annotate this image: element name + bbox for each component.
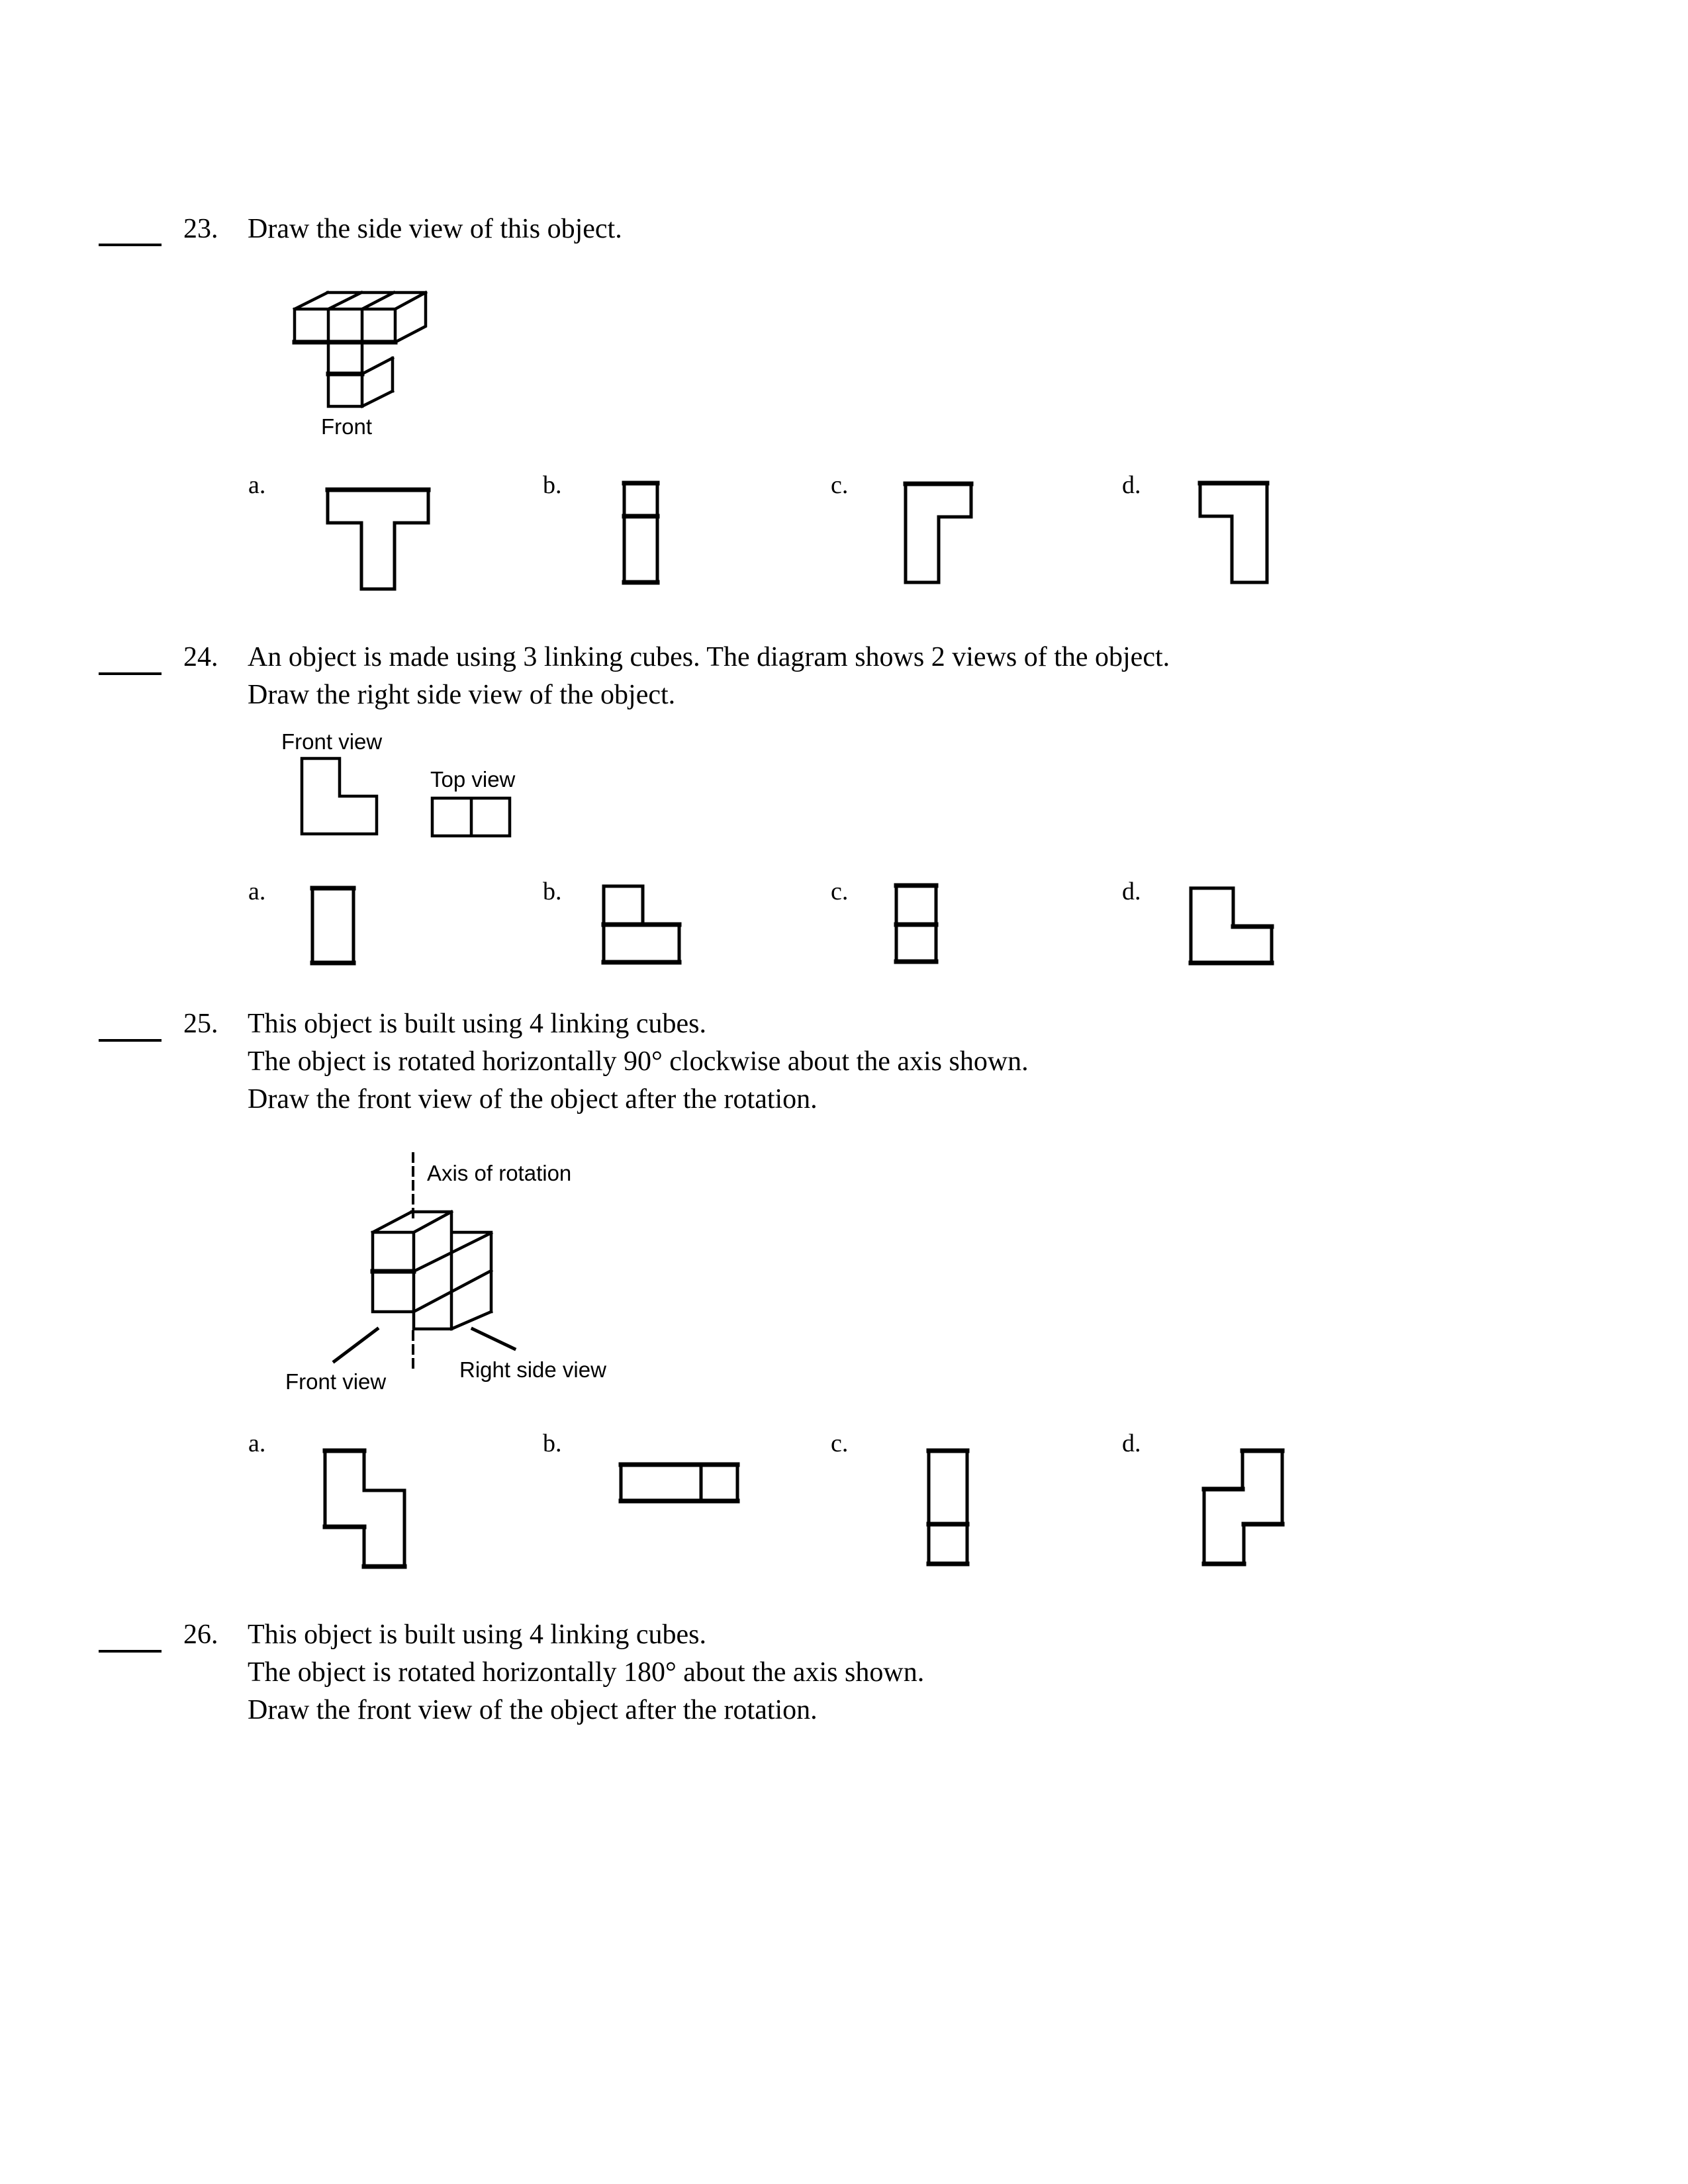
q24-option-d-label: d.: [1122, 878, 1141, 905]
question-23-text: Draw the side view of this object.: [248, 214, 622, 244]
q25-option-c-label: c.: [831, 1430, 849, 1457]
q24-front-view-shape: [302, 758, 377, 834]
q25-option-a-label: a.: [248, 1430, 266, 1457]
q25-right-side-view-label: Right side view: [459, 1357, 606, 1382]
question-24-text-line-2: Draw the right side view of the object.: [248, 680, 676, 710]
q23-option-a-shape: [328, 490, 428, 589]
q24-option-a-shape: [312, 888, 353, 963]
answer-blank: [99, 1650, 162, 1653]
q23-option-c-label: c.: [831, 471, 849, 499]
q24-top-view-shape: [432, 798, 510, 836]
answer-blank: [99, 1039, 162, 1042]
answer-blank: [99, 672, 162, 675]
question-23-number: 23.: [183, 214, 218, 244]
q25-option-shapes: [325, 1451, 1282, 1567]
question-25-number: 25.: [183, 1009, 218, 1039]
q23-object-figure: [295, 293, 426, 406]
question-26-text-line-1: This object is built using 4 linking cubes.: [248, 1619, 706, 1650]
q23-option-a-label: a.: [248, 471, 266, 499]
q24-option-a-label: a.: [248, 878, 266, 905]
q25-axis-of-rotation-label: Axis of rotation: [427, 1161, 572, 1185]
q25-front-view-leader-line: [334, 1329, 377, 1361]
q25-option-c-shape: [929, 1451, 967, 1564]
q24-option-b-label: b.: [543, 878, 562, 905]
q24-option-c-label: c.: [831, 878, 849, 905]
q23-option-b-shape: [624, 483, 657, 582]
question-24-text-line-1: An object is made using 3 linking cubes. The diagram shows 2 views of the object.: [248, 642, 1170, 672]
q24-top-view-label: Top view: [430, 767, 516, 792]
q23-option-c-shape: [906, 484, 971, 582]
question-25-text-line-1: This object is built using 4 linking cubes.: [248, 1009, 706, 1039]
question-26-text-line-3: Draw the front view of the object after the rotation.: [248, 1695, 818, 1725]
question-25-text-line-2: The object is rotated horizontally 90° clockwise about the axis shown.: [248, 1046, 1029, 1077]
q23-front-label: Front: [321, 414, 373, 439]
question-26-number: 26.: [183, 1619, 218, 1650]
q23-option-d-shape: [1200, 483, 1267, 582]
q24-front-view-label: Front view: [281, 729, 383, 754]
q25-right-side-view-leader-line: [473, 1329, 514, 1349]
answer-blank: [99, 244, 162, 246]
q25-front-view-label: Front view: [285, 1369, 387, 1394]
q25-object-figure: [334, 1154, 514, 1370]
q23-option-b-label: b.: [543, 471, 562, 499]
question-24-number: 24.: [183, 642, 218, 672]
q25-option-b-label: b.: [543, 1430, 562, 1457]
q23-option-d-label: d.: [1122, 471, 1141, 499]
q25-option-a-shape: [325, 1451, 404, 1567]
question-25-text-line-3: Draw the front view of the object after the rotation.: [248, 1084, 818, 1115]
q25-option-d-shape: [1204, 1451, 1282, 1564]
q25-option-d-label: d.: [1122, 1430, 1141, 1457]
q25-option-b-shape: [621, 1465, 737, 1501]
question-26-text-line-2: The object is rotated horizontally 180° about the axis shown.: [248, 1657, 925, 1688]
